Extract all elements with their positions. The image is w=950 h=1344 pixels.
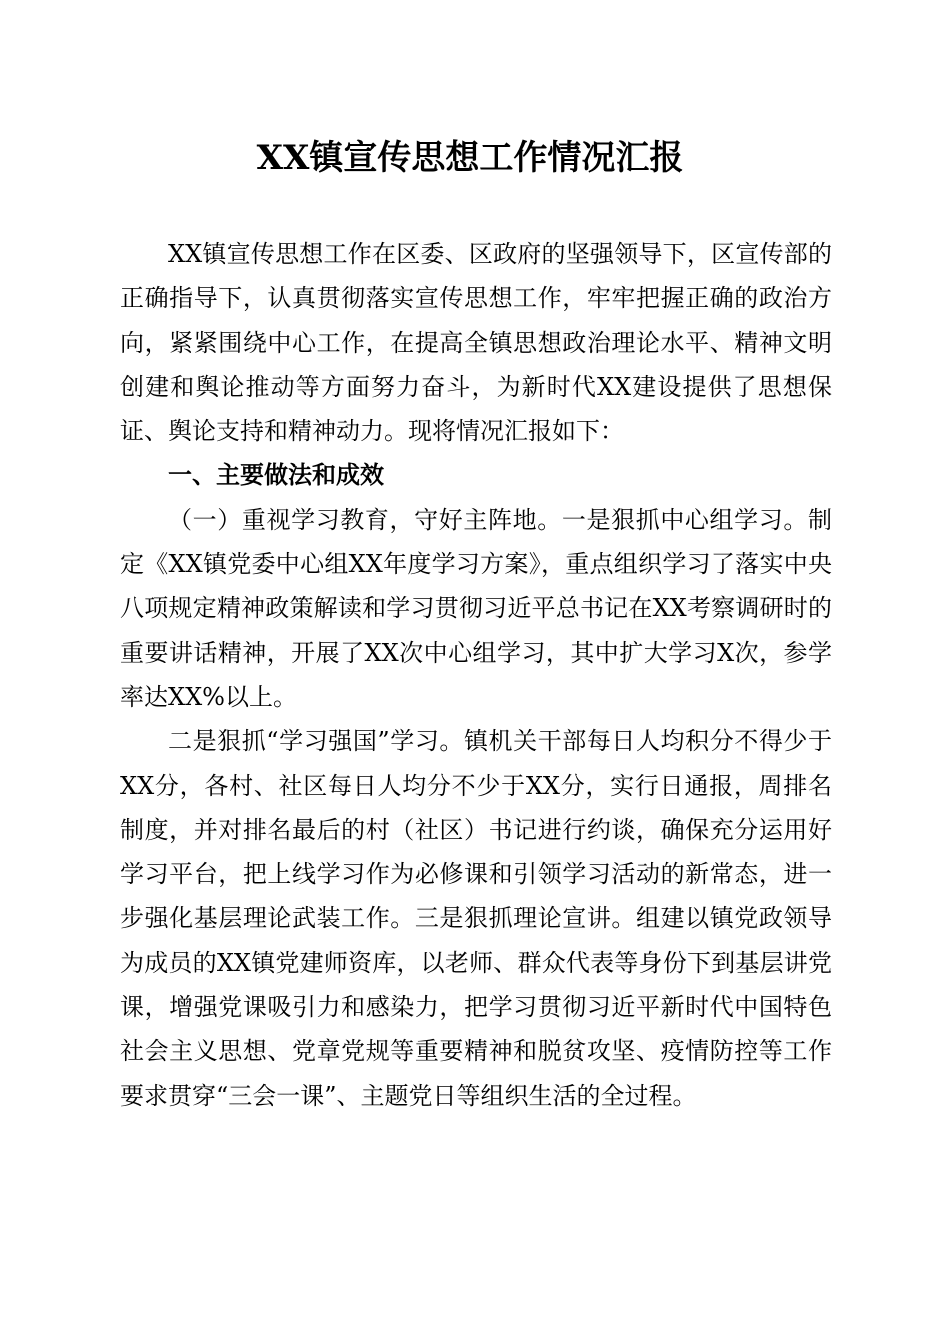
document-body xyxy=(120,232,832,1118)
study-text: 镇机关干部每日人均积分不得少于XX分，各村、社区每日人均分不少于XX分，实行日通报，周排名制度，并对排名最后的村（社区）书记进行约谈，确保充分运用好学习平台，把上线学习作为必修课和引领学习活动的新常态，进一步强化基层理论武装工作。三是狠抓理论宣讲。组建以镇党政领导为成员的XX镇党建师资库，以老师、群众代表等身份下到基层讲党课，增强党课吸引力和感染力，把学习贯彻习近平新时代中国特色社会主义思想、党章党规等重要精神和脱贫攻坚、疫情防控等工作要求贯穿“三会一课”、主题党日等组织生活的全过程。 xyxy=(120,727,832,1110)
subsection-lead: （一）重视学习教育，守好主阵地。 xyxy=(168,505,562,534)
subsection-paragraph xyxy=(120,498,832,719)
subsection-text: 一是狠抓中心组学习。制定《XX镇党委中心组XX年度学习方案》，重点组织学习了落实中央八项规定精神政策解读和学习贯彻习近平总书记在XX考察调研时的重要讲话精神，开展了XX次中心组学习，其中扩大学习X次，参学率达XX%以上。 xyxy=(120,505,833,711)
section-heading: 一、主要做法和成效 xyxy=(168,461,384,490)
intro-paragraph: XX镇宣传思想工作在区委、区政府的坚强领导下，区宣传部的正确指导下，认真贯彻落实宣传思想工作，牢牢把握正确的政治方向，紧紧围绕中心工作，在提高全镇思想政治理论水平、精神文明创建和舆论推动等方面努力奋斗，为新时代XX建设提供了思想保证、舆论支持和精神动力。现将情况汇报如下： xyxy=(120,240,832,446)
study-paragraph xyxy=(120,719,832,1118)
study-lead: 二是狠抓“学习强国”学习。 xyxy=(168,727,464,756)
document-title: XX镇宣传思想工作情况汇报 xyxy=(256,138,684,178)
